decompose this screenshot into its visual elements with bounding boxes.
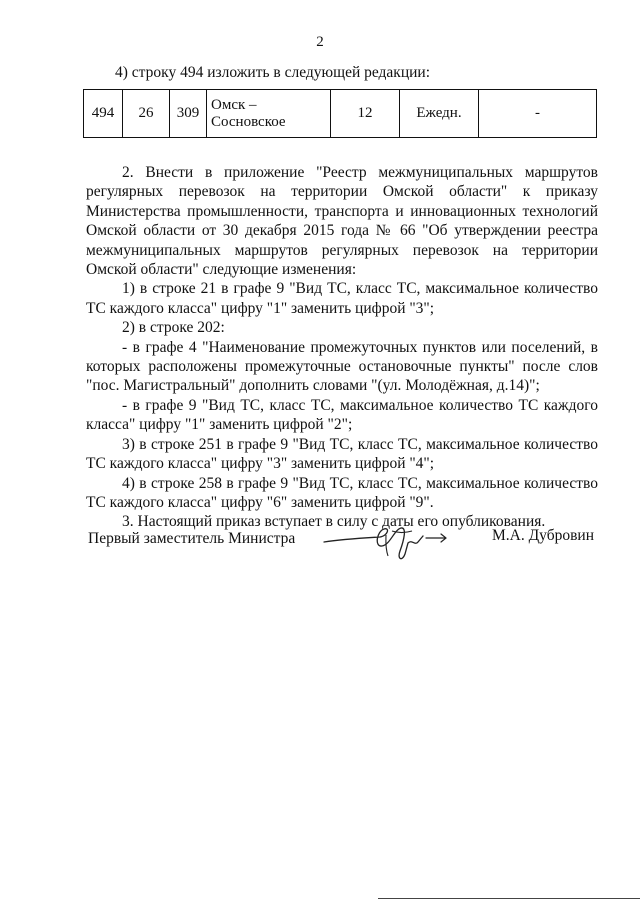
paragraph-3: 3. Настоящий приказ вступает в силу с даты его опубликования. bbox=[122, 513, 546, 531]
route-code-cell: 309 bbox=[170, 90, 207, 138]
paragraph-2: 2. Внести в приложение "Реестр межмуниципальных маршрутов регулярных перевозок на территории Омской области" к приказу Министерства промышленности, транспорта и инновационных технологий Омской области от 30 декабря 2015 года № 66 "Об утверждении реестра межмуниципальных маршрутов регулярных перевозок на территории Омской области" следующие изменения: bbox=[86, 164, 598, 279]
route-schedule-cell: Ежедн. bbox=[400, 90, 479, 138]
route-note-cell: - bbox=[479, 90, 597, 138]
table-row bbox=[84, 90, 597, 138]
item-4: 4) в строке 258 в графе 9 "Вид ТС, класс ТС, максимальное количество ТС каждого класса" цифру "6" заменить цифрой "9". bbox=[86, 474, 598, 511]
route-table bbox=[83, 89, 597, 138]
route-name-line-2: Сосновское bbox=[211, 113, 286, 130]
item-2: 2) в строке 202: bbox=[122, 319, 225, 337]
route-number-cell: 494 bbox=[84, 90, 123, 138]
item-2-sub-1: - в графе 4 "Наименование промежуточных пунктов или поселений, в которых расположены промежуточные остановочные пункты" после слов "пос. Магистральный" дополнить словами "(ул. Молодёжная, д.14)"; bbox=[86, 338, 598, 395]
intro-line: 4) строку 494 изложить в следующей редакции: bbox=[115, 64, 431, 81]
signatory-name: М.А. Дубровин bbox=[492, 527, 595, 544]
body-text bbox=[86, 163, 598, 532]
handwritten-signature bbox=[322, 518, 452, 566]
page-number: 2 bbox=[316, 34, 324, 50]
route-sequence-cell: 26 bbox=[123, 90, 170, 138]
route-name-cell bbox=[207, 90, 331, 138]
item-3: 3) в строке 251 в графе 9 "Вид ТС, класс ТС, максимальное количество ТС каждого класса" цифру "3" заменить цифрой "4"; bbox=[86, 435, 598, 473]
scan-edge-line bbox=[378, 898, 640, 899]
item-2-sub-2: - в графе 9 "Вид ТС, класс ТС, максимальное количество ТС каждого класса" цифру "1" заменить цифрой "2"; bbox=[86, 396, 598, 434]
route-length-cell: 12 bbox=[331, 90, 400, 138]
signatory-position: Первый заместитель Министра bbox=[88, 530, 296, 547]
item-1: 1) в строке 21 в графе 9 "Вид ТС, класс ТС, максимальное количество ТС каждого класса" цифру "1" заменить цифрой "3"; bbox=[86, 280, 598, 317]
route-name-line-1: Омск – bbox=[211, 96, 257, 113]
